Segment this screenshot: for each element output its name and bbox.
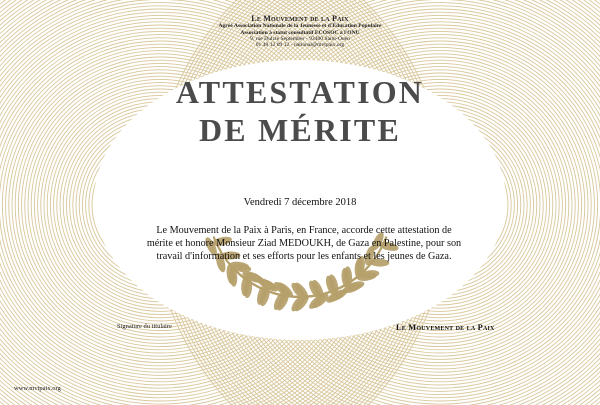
organization-status: Association à statut consultatif ECOSOC à l'ONU — [240, 29, 360, 36]
certificate-date: Vendredi 7 décembre 2018 — [243, 197, 357, 208]
certificate-title-line2: DE MÉRITE — [198, 112, 402, 148]
signature-label: Signature du titulaire — [117, 323, 172, 330]
website-link[interactable]: www.mvtpaix.org — [14, 385, 61, 392]
organization-name: Le Mouvement de la Paix — [251, 14, 349, 23]
body-line-2: mérite et honore Monsieur Ziad MEDOUKH, de Gaza en Palestine, pour son — [146, 238, 462, 250]
organization-contact: 01 40 12 09 12 - national@mvtpaix.org — [255, 42, 345, 49]
organization-accreditation: Agréé Association Nationale de la Jeunesse et d'Éducation Populaire — [218, 23, 382, 30]
organization-header — [150, 14, 450, 49]
certificate-title-line1: ATTESTATION — [175, 74, 425, 110]
signature-logo-text: Le Mouvement de la Paix — [396, 323, 495, 332]
certificate-body — [129, 224, 479, 263]
body-line-3: travail d'information et ses efforts pour les enfants et les jeunes de Gaza. — [156, 251, 452, 263]
body-line-1: Le Mouvement de la Paix à Paris, en France, accorde cette attestation de — [156, 225, 452, 236]
organization-address: 9, rue Dulcie September - 93400 Saint-Ouen — [250, 36, 350, 43]
